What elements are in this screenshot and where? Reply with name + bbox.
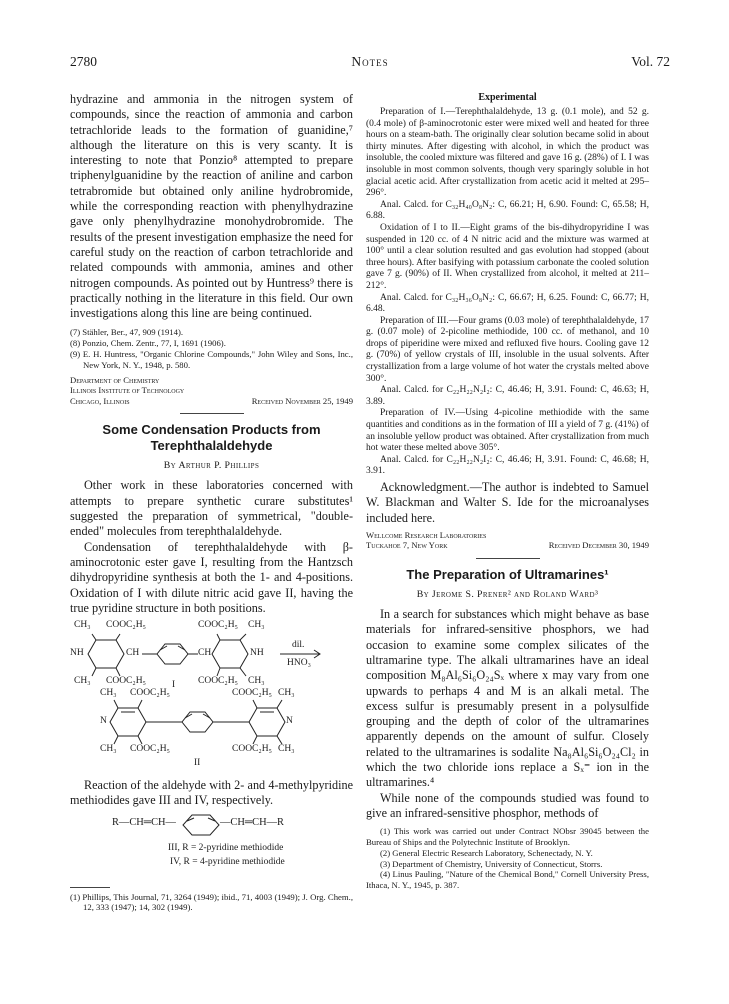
group-label: NH	[250, 648, 264, 659]
footnote: (3) Department of Chemistry, University of Connecticut, Storrs.	[380, 858, 603, 869]
group-label: COOC₂H₅	[232, 688, 272, 699]
article-title: The Preparation of Ultramarines¹	[406, 567, 609, 583]
footnote: (1) Phillips, This Journal, 71, 3264 (1949); ibid., 71, 4003 (1949); J. Org. Chem., 12, 333 (1947); 14, 302 (1949).	[70, 891, 353, 913]
footnote-divider	[70, 887, 110, 888]
group-label: COOC₂H₅	[232, 744, 272, 755]
analysis-paragraph: Anal. Calcd. for C₂₂H₂₂N₂I₂: C, 46.46; H, 3.91. Found: C, 46.68; H, 3.91.	[366, 454, 649, 477]
reagent-label: dil.	[292, 640, 305, 651]
affiliation-line: Wellcome Research Laboratories	[366, 529, 487, 540]
article-divider	[180, 413, 244, 414]
group-label: —CH═CH—R	[220, 816, 284, 828]
body-paragraph: Reaction of the aldehyde with 2- and 4-methylpyridine methiodides gave III and IV, respectively.	[70, 778, 353, 808]
structure-scheme-III-IV	[70, 811, 353, 881]
affiliation-block	[70, 375, 353, 407]
footnote: (2) General Electric Research Laboratory, Schenectady, N. Y.	[380, 847, 593, 858]
right-column	[366, 92, 649, 891]
affiliation-line: Illinois Institute of Technology	[70, 385, 185, 396]
body-paragraph: Other work in these laboratories concerned with attempts to prepare synthetic curare substitutes¹ suggested the preparation of symmetrical, "double-ended" molecules from terephthalaldehyde.	[70, 478, 353, 539]
group-label: CH₃	[74, 676, 91, 687]
reagent-label: HNO₃	[287, 658, 311, 669]
received-date: Received December 30, 1949	[548, 540, 649, 551]
body-paragraph: While none of the compounds studied was found to give an infrared-sensitive phosphor, methods of	[366, 790, 649, 820]
group-label: R—CH═CH—	[112, 816, 176, 828]
group-label: COOC₂H₅	[130, 688, 170, 699]
left-column	[70, 92, 353, 913]
group-label: CH₃	[248, 620, 265, 631]
analysis-paragraph: Anal. Calcd. for C₃₂H₄₀O₈N₂: C, 66.21; H, 6.90. Found: C, 65.58; H, 6.88.	[366, 199, 649, 222]
footnotes-previous-article	[70, 327, 353, 370]
compound-definition: III, R = 2-pyridine methiodide	[168, 842, 284, 853]
footnotes-block	[366, 826, 649, 891]
experimental-paragraph: Preparation of I.—Terephthalaldehyde, 13 g. (0.1 mole), and 52 g. (0.4 mole) of β-aminocrotonic ester were mixed well and heated for three hours on a steam-bath. The originally clear solution became solid in about thirty minutes. After digesting with alcohol, in which the product was insoluble, the cooled mixture was filtered and gave 16 g. (28%) of I. I was insoluble in most common solvents, though very sparingly soluble in hot glacial acetic acid. After crystallization from acetic acid it melted at 295–296°.	[366, 107, 649, 199]
experimental-paragraph: Preparation of IV.—Using 4-picoline methiodide with the same quantities and conditions as in the formation of III a yield of 7 g. (41%) of an insoluble yellow product was obtained. After crystallization from much hot water these melted above 305°.	[366, 408, 649, 454]
article-author: By Jerome S. Prener² and Roland Ward³	[416, 589, 599, 601]
page-number: 2780	[70, 54, 97, 69]
structure-scheme-I-II	[70, 620, 353, 774]
footnote: (7) Stähler, Ber., 47, 909 (1914).	[70, 327, 184, 338]
volume-number: Vol. 72	[631, 54, 670, 69]
affiliation-city: Chicago, Illinois	[70, 395, 130, 406]
body-paragraph: In a search for substances which might behave as base materials for infrared-sensitive phosphors, we had occasion to examine some complex silicates of the ultramarine type. The alkali ultramarines have an ideal composition M₈Al₆Si₆O₂₄Sₓ where x may vary from one upwards to perhaps 4 and M is an alkali metal. The excess sulfur is presumably present in a polysulfide grouping and the depth of color of the ultramarines apparently depends on the amount of sulfur. Closely related to the ultramarines is sodalite Na₈Al₆Si₆O₂₄Cl₂ in which the two chloride ions replace a Sₓ⁼ ion in the ultramarines.⁴	[366, 607, 649, 790]
group-label: COOC₂H₅	[106, 620, 146, 631]
group-label: CH	[126, 648, 140, 659]
compound-label-I: I	[172, 680, 176, 691]
affiliation-block	[366, 530, 649, 551]
body-paragraph: Condensation of terephthalaldehyde with β-aminocrotonic ester gave I, resulting from the Hantzsch dihydropyridine synthesis at both the 1- and 4-positions. Oxidation of I with dilute nitric acid gave II, having the true pyridine structure in both positions.	[70, 539, 353, 615]
compound-definition: IV, R = 4-pyridine methiodide	[170, 856, 285, 867]
footnote: (9) E. H. Huntress, "Organic Chlorine Compounds," John Wiley and Sons, Inc., New York, N. Y., 1948, p. 580.	[70, 349, 353, 370]
group-label: CH₃	[100, 688, 117, 699]
group-label: COOC₂H₅	[198, 676, 238, 687]
experimental-paragraph: Preparation of III.—Four grams (0.03 mole) of terephthalaldehyde, 17 g. (0.07 mole) of 2-picoline methiodide, 100 cc. of methanol, and 10 drops of piperidine were mixed and refluxed five hours. Cooling gave 12 g. (70%) of yellow crystals of III, insoluble in the usual solvents. After crystallization from a large volume of hot water the crystals melted above 300°.	[366, 315, 649, 384]
continued-paragraph: hydrazine and ammonia in the nitrogen system of compounds, since the reaction of ammonia and carbon tetrachloride leads to the formation of guanidine,⁷ although the literature on this is very scanty. It is interesting to note that Ponzio⁸ attempted to prepare triphenylguanidine by the reaction of aniline and carbon tetrabromide but obtained only aniline hydrobromide, while the corresponding reaction with phenylhydrazine gave only phenylhydrazine monohydrobromide. The results of the present investigation emphasize the need for careful study on the reaction of carbon tetrachloride and related compounds with ammonia, amines and other nitrogen compounds. As pointed out by Huntress⁹ there is practically nothing in the literature in this field. Our own investigations along this line are being continued.	[70, 92, 353, 321]
experimental-paragraph: Oxidation of I to II.—Eight grams of the bis-dihydropyridine I was suspended in 120 cc. of 4 N nitric acid and the mixture was warmed at 100° until a clear solution resulted and gas evolution had stopped (about three hours). After basifying with potassium carbonate the cooled solution gave 7 g. (90%) of II. When crystallized from alcohol, it melted at 211–212°.	[366, 222, 649, 291]
group-label: COOC₂H₅	[130, 744, 170, 755]
group-label: CH₃	[248, 676, 265, 687]
article-title: Some Condensation Products from Terephthalaldehyde	[102, 422, 321, 454]
group-label: COOC₂H₅	[198, 620, 238, 631]
affiliation-city: Tuckahoe 7, New York	[366, 540, 448, 551]
acknowledgment: Acknowledgment.—The author is indebted to Samuel W. Blackman and Walter S. Ide for the microanalyses included here.	[366, 480, 649, 525]
footnote: (8) Ponzio, Chem. Zentr., 77, I, 1691 (1906).	[70, 338, 226, 349]
group-label: CH	[198, 648, 212, 659]
page-header	[70, 54, 670, 74]
group-label: NH	[70, 648, 84, 659]
group-label: COOC₂H₅	[106, 676, 146, 687]
footnote: (1) This work was carried out under Contract NObsr 39045 between the Bureau of Ships and the Polytechnic Institute of Brooklyn.	[366, 826, 649, 848]
footnote: (4) Linus Pauling, "Nature of the Chemical Bond," Cornell University Press, Ithaca, N. Y., 1945, p. 387.	[366, 869, 649, 891]
group-label: N	[100, 716, 107, 727]
group-label: N	[286, 716, 293, 727]
group-label: CH₃	[74, 620, 91, 631]
compound-label-II: II	[194, 758, 201, 769]
experimental-heading: Experimental	[478, 92, 537, 103]
article-author: By Arthur P. Phillips	[163, 460, 260, 472]
section-title: Notes	[351, 54, 389, 69]
article-divider	[476, 558, 540, 559]
group-label: CH₃	[278, 744, 295, 755]
analysis-paragraph: Anal. Calcd. for C₃₂H₃₆O₈N₂: C, 66.67; H, 6.25. Found: C, 66.77; H, 6.48.	[366, 292, 649, 315]
affiliation-line: Department of Chemistry	[70, 374, 160, 385]
group-label: CH₃	[278, 688, 295, 699]
analysis-paragraph: Anal. Calcd. for C₂₂H₂₂N₂I₂: C, 46.46; H, 3.91. Found: C, 46.63; H, 3.89.	[366, 385, 649, 407]
group-label: CH₃	[100, 744, 117, 755]
received-date: Received November 25, 1949	[251, 395, 353, 406]
